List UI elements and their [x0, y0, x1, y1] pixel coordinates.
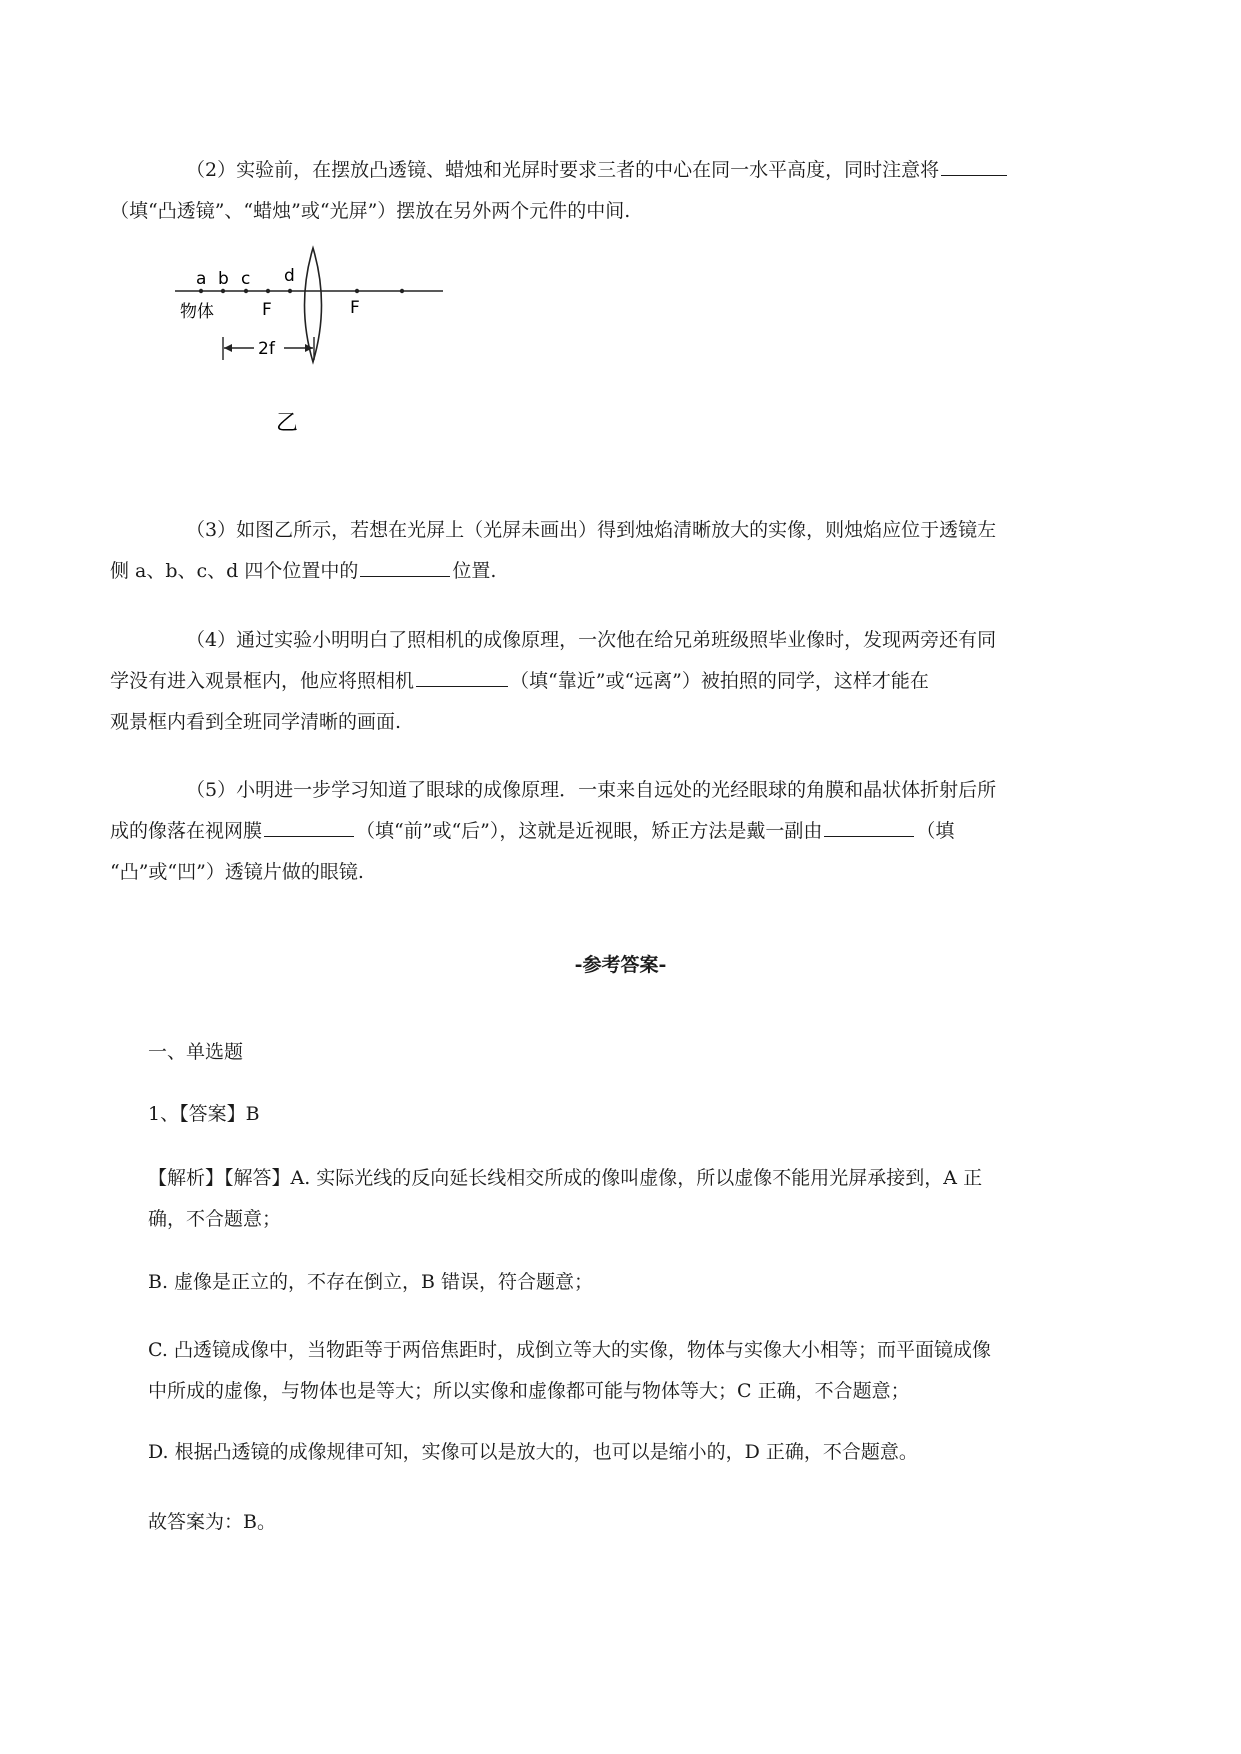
answer-conclusion: 故答案为：B。: [148, 1511, 276, 1533]
answer-blank[interactable]: [941, 156, 1007, 176]
q4-line2b: （填“靠近”或“远离”）被拍照的同学，这样才能在: [510, 670, 929, 692]
point-focus-right: [355, 289, 359, 293]
analysis-c-line1: C. 凸透镜成像中，当物距等于两倍焦距时，成倒立等大的实像，物体与实像大小相等；而平面镜成像: [148, 1339, 991, 1361]
point-c: [244, 289, 248, 293]
analysis-line2: 确，不合题意；: [148, 1208, 282, 1230]
question-2: [110, 150, 1158, 232]
answer-item-1: 1、【答案】B: [148, 1103, 260, 1125]
lens-diagram-svg: [180, 260, 460, 440]
point-a: [199, 289, 203, 293]
q4-line2a: 学没有进入观景框内，他应将照相机: [110, 670, 415, 692]
q3-line2b: 位置.: [452, 560, 497, 582]
answers-section-heading: 一、单选题: [148, 1041, 244, 1063]
label-object: 物体: [180, 302, 214, 322]
answer-blank[interactable]: [360, 557, 450, 577]
figure-caption: 乙: [276, 411, 299, 436]
label-a: a: [196, 269, 207, 289]
label-2f: 2f: [258, 339, 275, 359]
dim-arrow-left: [224, 344, 232, 352]
convex-lens: [305, 248, 322, 362]
label-b: b: [218, 269, 229, 289]
analysis-d: D. 根据凸透镜的成像规律可知，实像可以是放大的，也可以是缩小的，D 正确，不合题意。: [148, 1441, 918, 1463]
q5-line2a: 成的像落在视网膜: [110, 820, 263, 842]
lens-diagram: [180, 260, 460, 444]
analysis-c-line2: 中所成的虚像，与物体也是等大；所以实像和虚像都可能与物体等大；C 正确，不合题意；: [148, 1380, 910, 1402]
question-5: [110, 770, 1158, 893]
q4-line1: （4）通过实验小明明白了照相机的成像原理，一次他在给兄弟班级照毕业像时，发现两旁还有同: [186, 629, 997, 651]
q5-line1: （5）小明进一步学习知道了眼球的成像原理．一束来自远处的光经眼球的角膜和晶状体折射后所: [186, 779, 997, 801]
answer-blank[interactable]: [824, 817, 914, 837]
answers-title: -参考答案-: [574, 954, 667, 976]
label-c: c: [241, 269, 251, 289]
label-focus-left: F: [262, 300, 272, 320]
analysis-c: [148, 1330, 1158, 1412]
q4-line3: 观景框内看到全班同学清晰的画面.: [110, 711, 402, 733]
q2-line2: （填“凸透镜”、“蜡烛”或“光屏”）摆放在另外两个元件的中间.: [110, 200, 631, 222]
analysis-block: [148, 1158, 1158, 1240]
point-2f-right: [400, 289, 404, 293]
point-d: [288, 289, 292, 293]
question-3: [110, 510, 1158, 592]
question-4: [110, 620, 1158, 743]
point-b: [221, 289, 225, 293]
answer-blank[interactable]: [264, 817, 354, 837]
q5-line2b: （填“前”或“后”），这就是近视眼，矫正方法是戴一副由: [356, 820, 823, 842]
point-focus-left: [266, 289, 270, 293]
q2-line1: （2）实验前，在摆放凸透镜、蜡烛和光屏时要求三者的中心在同一水平高度，同时注意将: [186, 159, 940, 181]
q3-line1: （3）如图乙所示，若想在光屏上（光屏未画出）得到烛焰清晰放大的实像，则烛焰应位于透镜左: [186, 519, 997, 541]
analysis-line1: 【解析】【解答】A. 实际光线的反向延长线相交所成的像叫虚像，所以虚像不能用光屏承接到，A 正: [148, 1167, 983, 1189]
answer-blank[interactable]: [416, 667, 508, 687]
q5-line2c: （填: [916, 820, 955, 842]
label-d: d: [284, 266, 295, 286]
q3-line2a: 侧 a、b、c、d 四个位置中的: [110, 560, 359, 582]
label-focus-right: F: [350, 298, 360, 318]
q5-line3: “凸”或“凹”）透镜片做的眼镜.: [110, 861, 364, 883]
analysis-b: B. 虚像是正立的，不存在倒立，B 错误，符合题意；: [148, 1271, 594, 1293]
